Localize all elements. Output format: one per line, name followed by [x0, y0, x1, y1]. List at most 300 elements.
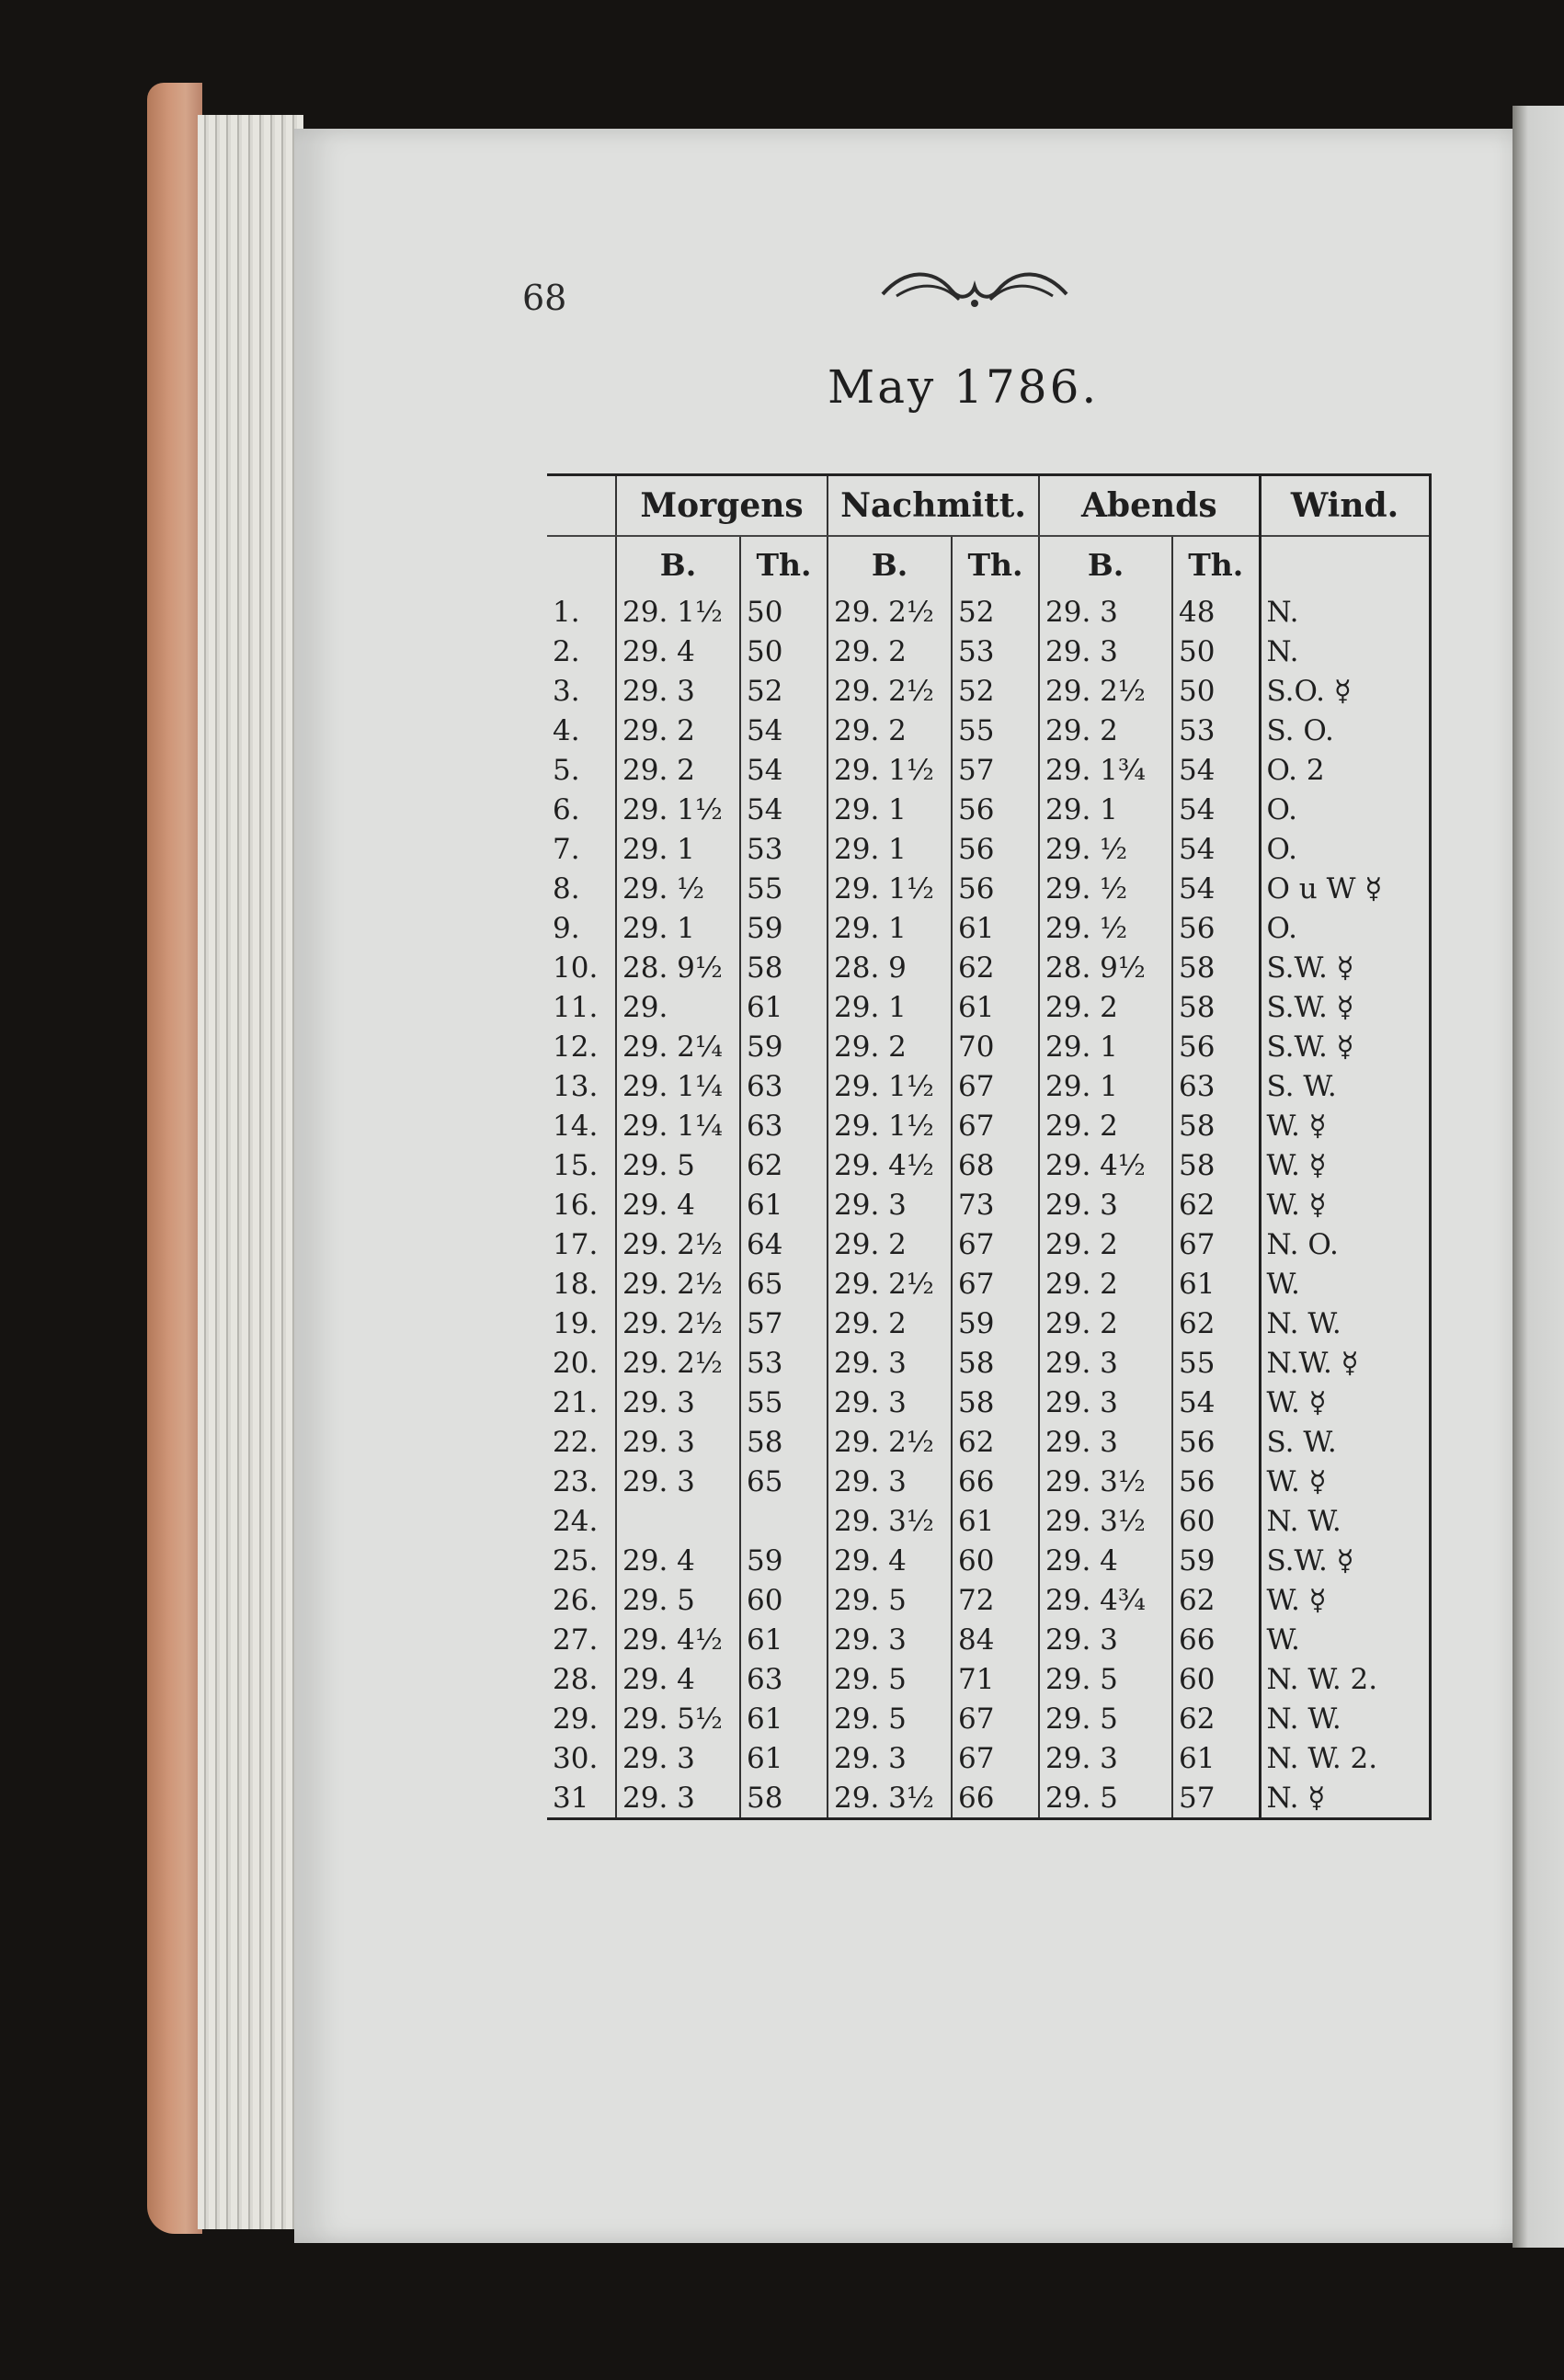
- day-cell: 19.: [553, 1306, 599, 1340]
- weather-table: [547, 473, 1432, 1820]
- afternoon-thermometer-cell: 70: [952, 1027, 1039, 1066]
- wind-cell: O u W ☿: [1260, 869, 1430, 908]
- table-row: [547, 1541, 1430, 1580]
- day-cell: 13.: [553, 1069, 599, 1103]
- wind-cell: S. W.: [1260, 1066, 1430, 1106]
- morning-barometer-cell: 29. 1: [616, 829, 740, 869]
- evening-barometer-cell: 29. 3: [1039, 1343, 1172, 1383]
- morning-barometer-cell: 29. 3: [616, 1383, 740, 1422]
- day-cell: 27.: [553, 1623, 599, 1657]
- afternoon-barometer-cell: 29. 2: [828, 1027, 952, 1066]
- afternoon-thermometer-cell: 56: [952, 790, 1039, 829]
- day-cell: 5.: [553, 753, 580, 787]
- morning-thermometer-cell: [740, 1501, 828, 1541]
- morning-thermometer-cell: 58: [740, 1422, 828, 1462]
- table-row: [547, 1501, 1430, 1541]
- afternoon-thermometer-cell: 58: [952, 1343, 1039, 1383]
- wind-cell: O.: [1260, 829, 1430, 869]
- day-cell: 4.: [553, 713, 580, 747]
- morning-thermometer-cell: 54: [740, 750, 828, 790]
- wind-cell: O.: [1260, 790, 1430, 829]
- wind-cell: O.: [1260, 908, 1430, 948]
- afternoon-thermometer-cell: 67: [952, 1224, 1039, 1264]
- morning-barometer-cell: 29. 4: [616, 1185, 740, 1224]
- day-cell: 16.: [553, 1188, 599, 1222]
- afternoon-barometer-cell: 29. 2½: [828, 1264, 952, 1304]
- facing-page-edge: [1513, 106, 1564, 2248]
- morning-barometer-header: B.: [616, 536, 740, 592]
- morning-barometer-cell: 29. 5: [616, 1145, 740, 1185]
- column-subheader: [547, 536, 1430, 592]
- afternoon-thermometer-cell: 67: [952, 1106, 1039, 1145]
- morning-thermometer-cell: 64: [740, 1224, 828, 1264]
- wind-cell: N. W. 2.: [1260, 1659, 1430, 1699]
- afternoon-barometer-cell: 29. 3: [828, 1383, 952, 1422]
- afternoon-barometer-header: B.: [828, 536, 952, 592]
- table-row: [547, 1620, 1430, 1659]
- table-row: [547, 1738, 1430, 1778]
- morning-barometer-cell: 29. 2½: [616, 1224, 740, 1264]
- wind-cell: N.: [1260, 632, 1430, 671]
- morning-barometer-cell: [616, 1501, 740, 1541]
- wind-cell: N. O.: [1260, 1224, 1430, 1264]
- wind-cell: W.: [1260, 1620, 1430, 1659]
- evening-barometer-cell: 29. 1: [1039, 1027, 1172, 1066]
- morning-thermometer-cell: 53: [740, 1343, 828, 1383]
- evening-thermometer-cell: 48: [1172, 592, 1260, 632]
- table-row: [547, 632, 1430, 671]
- evening-thermometer-cell: 58: [1172, 1106, 1260, 1145]
- evening-thermometer-cell: 58: [1172, 1145, 1260, 1185]
- morning-thermometer-cell: 55: [740, 869, 828, 908]
- evening-thermometer-cell: 61: [1172, 1264, 1260, 1304]
- morning-thermometer-cell: 54: [740, 711, 828, 750]
- wind-cell: W. ☿: [1260, 1106, 1430, 1145]
- afternoon-barometer-cell: 29. 2½: [828, 592, 952, 632]
- evening-thermometer-cell: 55: [1172, 1343, 1260, 1383]
- morning-thermometer-cell: 53: [740, 829, 828, 869]
- evening-barometer-cell: 29. 2½: [1039, 671, 1172, 711]
- afternoon-thermometer-cell: 56: [952, 829, 1039, 869]
- morning-thermometer-cell: 52: [740, 671, 828, 711]
- afternoon-header: Nachmitt.: [828, 475, 1039, 537]
- morning-thermometer-cell: 61: [740, 1738, 828, 1778]
- afternoon-thermometer-cell: 57: [952, 750, 1039, 790]
- wind-cell: S. W.: [1260, 1422, 1430, 1462]
- afternoon-thermometer-cell: 66: [952, 1778, 1039, 1819]
- morning-barometer-cell: 29. 1½: [616, 790, 740, 829]
- morning-barometer-cell: 29. 4½: [616, 1620, 740, 1659]
- afternoon-thermometer-cell: 72: [952, 1580, 1039, 1620]
- evening-barometer-cell: 29. ½: [1039, 908, 1172, 948]
- wind-cell: S.W. ☿: [1260, 1541, 1430, 1580]
- afternoon-thermometer-cell: 53: [952, 632, 1039, 671]
- wind-cell: N. W.: [1260, 1304, 1430, 1343]
- day-cell: 15.: [553, 1148, 599, 1182]
- evening-barometer-cell: 29. 3: [1039, 1620, 1172, 1659]
- table-row: [547, 671, 1430, 711]
- morning-thermometer-cell: 59: [740, 908, 828, 948]
- morning-thermometer-cell: 65: [740, 1462, 828, 1501]
- afternoon-barometer-cell: 29. 2½: [828, 1422, 952, 1462]
- morning-barometer-cell: 29. 2¼: [616, 1027, 740, 1066]
- evening-thermometer-cell: 62: [1172, 1580, 1260, 1620]
- morning-thermometer-cell: 59: [740, 1027, 828, 1066]
- evening-barometer-cell: 29. 4¾: [1039, 1580, 1172, 1620]
- afternoon-thermometer-cell: 58: [952, 1383, 1039, 1422]
- afternoon-barometer-cell: 29. 3: [828, 1462, 952, 1501]
- day-cell: 1.: [553, 595, 580, 629]
- afternoon-barometer-cell: 29. 1: [828, 987, 952, 1027]
- morning-thermometer-cell: 55: [740, 1383, 828, 1422]
- table-row: [547, 1027, 1430, 1066]
- evening-barometer-cell: 29. 4½: [1039, 1145, 1172, 1185]
- morning-thermometer-cell: 61: [740, 987, 828, 1027]
- wind-cell: S.W. ☿: [1260, 987, 1430, 1027]
- evening-thermometer-cell: 50: [1172, 632, 1260, 671]
- evening-thermometer-cell: 56: [1172, 1027, 1260, 1066]
- morning-thermometer-cell: 61: [740, 1699, 828, 1738]
- day-cell: 6.: [553, 792, 580, 826]
- day-cell: 30.: [553, 1741, 599, 1775]
- morning-barometer-cell: 29. 4: [616, 1659, 740, 1699]
- morning-barometer-cell: 29. 3: [616, 671, 740, 711]
- day-cell: 28.: [553, 1662, 599, 1696]
- afternoon-thermometer-cell: 55: [952, 711, 1039, 750]
- afternoon-barometer-cell: 29. 4½: [828, 1145, 952, 1185]
- page-title: May 1786.: [828, 360, 1100, 414]
- table-row: [547, 1383, 1430, 1422]
- evening-barometer-cell: 29. 5: [1039, 1659, 1172, 1699]
- table-row: [547, 1343, 1430, 1383]
- evening-barometer-cell: 29. 4: [1039, 1541, 1172, 1580]
- evening-thermometer-cell: 56: [1172, 1462, 1260, 1501]
- table-row: [547, 790, 1430, 829]
- afternoon-barometer-cell: 29. 1½: [828, 1106, 952, 1145]
- morning-thermometer-cell: 59: [740, 1541, 828, 1580]
- wind-cell: W. ☿: [1260, 1462, 1430, 1501]
- evening-thermometer-cell: 54: [1172, 750, 1260, 790]
- afternoon-barometer-cell: 29. 3½: [828, 1778, 952, 1819]
- evening-thermometer-cell: 61: [1172, 1738, 1260, 1778]
- evening-barometer-cell: 29. 3: [1039, 1185, 1172, 1224]
- evening-thermometer-cell: 60: [1172, 1659, 1260, 1699]
- day-cell: 10.: [553, 951, 599, 985]
- morning-barometer-cell: 29. 3: [616, 1462, 740, 1501]
- morning-thermometer-cell: 63: [740, 1106, 828, 1145]
- wind-header: Wind.: [1260, 475, 1430, 537]
- evening-thermometer-cell: 58: [1172, 987, 1260, 1027]
- afternoon-thermometer-cell: 66: [952, 1462, 1039, 1501]
- evening-barometer-cell: 29. 3½: [1039, 1462, 1172, 1501]
- morning-barometer-cell: 29. 4: [616, 632, 740, 671]
- table-row: [547, 829, 1430, 869]
- morning-barometer-cell: 29.: [616, 987, 740, 1027]
- afternoon-thermometer-cell: 67: [952, 1738, 1039, 1778]
- table-row: [547, 1422, 1430, 1462]
- evening-barometer-cell: 29. 5: [1039, 1699, 1172, 1738]
- afternoon-barometer-cell: 29. 2: [828, 1304, 952, 1343]
- wind-subheader: [1260, 536, 1430, 592]
- table-row: [547, 1145, 1430, 1185]
- afternoon-thermometer-cell: 62: [952, 948, 1039, 987]
- evening-barometer-header: B.: [1039, 536, 1172, 592]
- morning-thermometer-cell: 62: [740, 1145, 828, 1185]
- evening-thermometer-cell: 53: [1172, 711, 1260, 750]
- afternoon-barometer-cell: 29. 1: [828, 790, 952, 829]
- evening-barometer-cell: 29. 2: [1039, 1264, 1172, 1304]
- table-row: [547, 1304, 1430, 1343]
- day-cell: 17.: [553, 1227, 599, 1261]
- morning-header: Morgens: [616, 475, 828, 537]
- evening-thermometer-cell: 67: [1172, 1224, 1260, 1264]
- table-row: [547, 1580, 1430, 1620]
- day-cell: 20.: [553, 1346, 599, 1380]
- table-row: [547, 1066, 1430, 1106]
- day-cell: 29.: [553, 1702, 599, 1736]
- afternoon-barometer-cell: 29. 4: [828, 1541, 952, 1580]
- afternoon-thermometer-cell: 61: [952, 1501, 1039, 1541]
- afternoon-barometer-cell: 29. 2: [828, 711, 952, 750]
- afternoon-barometer-cell: 29. 5: [828, 1580, 952, 1620]
- afternoon-thermometer-header: Th.: [952, 536, 1039, 592]
- page-number: 68: [522, 278, 567, 318]
- afternoon-thermometer-cell: 67: [952, 1699, 1039, 1738]
- wind-cell: W. ☿: [1260, 1145, 1430, 1185]
- table-row: [547, 1264, 1430, 1304]
- morning-barometer-cell: 29. 3: [616, 1738, 740, 1778]
- wind-cell: S.O. ☿: [1260, 671, 1430, 711]
- morning-barometer-cell: 29. 5½: [616, 1699, 740, 1738]
- morning-barometer-cell: 29. 1½: [616, 592, 740, 632]
- morning-barometer-cell: 28. 9½: [616, 948, 740, 987]
- wind-cell: N.W. ☿: [1260, 1343, 1430, 1383]
- day-cell: 2.: [553, 634, 580, 668]
- morning-barometer-cell: 29. 5: [616, 1580, 740, 1620]
- table-row: [547, 711, 1430, 750]
- day-cell: 24.: [553, 1504, 599, 1538]
- morning-thermometer-cell: 58: [740, 1778, 828, 1819]
- morning-barometer-cell: 29. 2: [616, 750, 740, 790]
- table-row: [547, 1224, 1430, 1264]
- morning-barometer-cell: 29. 3: [616, 1422, 740, 1462]
- wind-cell: W.: [1260, 1264, 1430, 1304]
- morning-thermometer-cell: 58: [740, 948, 828, 987]
- table-row: [547, 1462, 1430, 1501]
- day-cell: 12.: [553, 1030, 599, 1064]
- afternoon-thermometer-cell: 68: [952, 1145, 1039, 1185]
- evening-thermometer-cell: 54: [1172, 829, 1260, 869]
- morning-thermometer-cell: 63: [740, 1066, 828, 1106]
- wind-cell: N. ☿: [1260, 1778, 1430, 1819]
- afternoon-barometer-cell: 29. 1: [828, 829, 952, 869]
- wind-cell: S.W. ☿: [1260, 1027, 1430, 1066]
- table-row: [547, 592, 1430, 632]
- evening-barometer-cell: 29. 1: [1039, 1066, 1172, 1106]
- afternoon-thermometer-cell: 61: [952, 987, 1039, 1027]
- morning-barometer-cell: 29. 1¼: [616, 1066, 740, 1106]
- evening-thermometer-cell: 62: [1172, 1185, 1260, 1224]
- day-cell: 23.: [553, 1464, 599, 1498]
- book-fore-edge: [147, 83, 202, 2234]
- wind-cell: N. W.: [1260, 1501, 1430, 1541]
- wind-cell: S. O.: [1260, 711, 1430, 750]
- evening-thermometer-cell: 60: [1172, 1501, 1260, 1541]
- wind-cell: O. 2: [1260, 750, 1430, 790]
- evening-barometer-cell: 29. 2: [1039, 1304, 1172, 1343]
- evening-thermometer-cell: 63: [1172, 1066, 1260, 1106]
- evening-barometer-cell: 29. 2: [1039, 1106, 1172, 1145]
- day-cell: 22.: [553, 1425, 599, 1459]
- day-cell: 9.: [553, 911, 580, 945]
- afternoon-barometer-cell: 29. 3: [828, 1343, 952, 1383]
- evening-thermometer-cell: 56: [1172, 1422, 1260, 1462]
- table-row: [547, 1778, 1430, 1819]
- day-cell: 26.: [553, 1583, 599, 1617]
- table-row: [547, 1699, 1430, 1738]
- morning-thermometer-cell: 60: [740, 1580, 828, 1620]
- morning-barometer-cell: 29. 1: [616, 908, 740, 948]
- table-row: [547, 750, 1430, 790]
- day-cell: 31: [553, 1781, 589, 1815]
- afternoon-thermometer-cell: 61: [952, 908, 1039, 948]
- afternoon-thermometer-cell: 84: [952, 1620, 1039, 1659]
- evening-barometer-cell: 29. 3: [1039, 632, 1172, 671]
- table-row: [547, 1185, 1430, 1224]
- evening-barometer-cell: 29. 2: [1039, 987, 1172, 1027]
- evening-barometer-cell: 29. 3: [1039, 592, 1172, 632]
- evening-barometer-cell: 29. 2: [1039, 1224, 1172, 1264]
- evening-thermometer-cell: 50: [1172, 671, 1260, 711]
- evening-barometer-cell: 29. 1¾: [1039, 750, 1172, 790]
- day-header: [547, 475, 616, 537]
- day-cell: 25.: [553, 1543, 599, 1577]
- wind-cell: W. ☿: [1260, 1185, 1430, 1224]
- evening-thermometer-cell: 62: [1172, 1699, 1260, 1738]
- afternoon-thermometer-cell: 52: [952, 592, 1039, 632]
- evening-thermometer-cell: 56: [1172, 908, 1260, 948]
- afternoon-thermometer-cell: 52: [952, 671, 1039, 711]
- evening-header: Abends: [1039, 475, 1260, 537]
- evening-barometer-cell: 29. ½: [1039, 869, 1172, 908]
- table-row: [547, 869, 1430, 908]
- day-cell: 3.: [553, 674, 580, 708]
- evening-barometer-cell: 29. 3: [1039, 1422, 1172, 1462]
- afternoon-thermometer-cell: 67: [952, 1264, 1039, 1304]
- afternoon-thermometer-cell: 73: [952, 1185, 1039, 1224]
- ornament-icon: [878, 259, 1071, 314]
- table-row: [547, 948, 1430, 987]
- wind-cell: W. ☿: [1260, 1580, 1430, 1620]
- afternoon-thermometer-cell: 62: [952, 1422, 1039, 1462]
- day-cell: 7.: [553, 832, 580, 866]
- morning-thermometer-cell: 50: [740, 632, 828, 671]
- evening-barometer-cell: 28. 9½: [1039, 948, 1172, 987]
- wind-cell: N.: [1260, 592, 1430, 632]
- page-edges: [198, 115, 303, 2229]
- afternoon-barometer-cell: 29. 3½: [828, 1501, 952, 1541]
- afternoon-thermometer-cell: 56: [952, 869, 1039, 908]
- afternoon-barometer-cell: 29. 1½: [828, 869, 952, 908]
- day-cell: 8.: [553, 871, 580, 905]
- evening-thermometer-cell: 66: [1172, 1620, 1260, 1659]
- afternoon-barometer-cell: 29. 3: [828, 1620, 952, 1659]
- evening-thermometer-cell: 54: [1172, 1383, 1260, 1422]
- afternoon-thermometer-cell: 67: [952, 1066, 1039, 1106]
- afternoon-barometer-cell: 29. 2: [828, 1224, 952, 1264]
- morning-barometer-cell: 29. 2½: [616, 1343, 740, 1383]
- evening-barometer-cell: 29. ½: [1039, 829, 1172, 869]
- wind-cell: S.W. ☿: [1260, 948, 1430, 987]
- evening-thermometer-cell: 59: [1172, 1541, 1260, 1580]
- afternoon-barometer-cell: 29. 1½: [828, 1066, 952, 1106]
- afternoon-barometer-cell: 29. 5: [828, 1699, 952, 1738]
- morning-barometer-cell: 29. 4: [616, 1541, 740, 1580]
- afternoon-barometer-cell: 29. 3: [828, 1738, 952, 1778]
- afternoon-thermometer-cell: 59: [952, 1304, 1039, 1343]
- afternoon-thermometer-cell: 71: [952, 1659, 1039, 1699]
- wind-cell: N. W. 2.: [1260, 1738, 1430, 1778]
- evening-barometer-cell: 29. 3: [1039, 1738, 1172, 1778]
- morning-barometer-cell: 29. 1¼: [616, 1106, 740, 1145]
- morning-thermometer-cell: 63: [740, 1659, 828, 1699]
- morning-thermometer-cell: 57: [740, 1304, 828, 1343]
- morning-thermometer-cell: 50: [740, 592, 828, 632]
- afternoon-barometer-cell: 29. 5: [828, 1659, 952, 1699]
- afternoon-barometer-cell: 29. 1: [828, 908, 952, 948]
- morning-barometer-cell: 29. 2½: [616, 1264, 740, 1304]
- morning-barometer-cell: 29. 2½: [616, 1304, 740, 1343]
- evening-thermometer-cell: 54: [1172, 790, 1260, 829]
- morning-thermometer-cell: 61: [740, 1185, 828, 1224]
- day-cell: 18.: [553, 1267, 599, 1301]
- evening-barometer-cell: 29. 2: [1039, 711, 1172, 750]
- afternoon-barometer-cell: 28. 9: [828, 948, 952, 987]
- evening-thermometer-cell: 57: [1172, 1778, 1260, 1819]
- morning-thermometer-cell: 65: [740, 1264, 828, 1304]
- column-group-header: [547, 475, 1430, 537]
- morning-barometer-cell: 29. 2: [616, 711, 740, 750]
- evening-barometer-cell: 29. 3: [1039, 1383, 1172, 1422]
- morning-barometer-cell: 29. ½: [616, 869, 740, 908]
- evening-thermometer-cell: 54: [1172, 869, 1260, 908]
- wind-cell: W. ☿: [1260, 1383, 1430, 1422]
- day-cell: 21.: [553, 1385, 599, 1419]
- day-subheader: [547, 536, 616, 592]
- morning-thermometer-header: Th.: [740, 536, 828, 592]
- afternoon-thermometer-cell: 60: [952, 1541, 1039, 1580]
- evening-thermometer-header: Th.: [1172, 536, 1260, 592]
- afternoon-barometer-cell: 29. 3: [828, 1185, 952, 1224]
- evening-barometer-cell: 29. 5: [1039, 1778, 1172, 1819]
- evening-barometer-cell: 29. 1: [1039, 790, 1172, 829]
- table-row: [547, 908, 1430, 948]
- afternoon-barometer-cell: 29. 1½: [828, 750, 952, 790]
- morning-thermometer-cell: 54: [740, 790, 828, 829]
- evening-thermometer-cell: 62: [1172, 1304, 1260, 1343]
- table-row: [547, 1659, 1430, 1699]
- table-row: [547, 987, 1430, 1027]
- afternoon-barometer-cell: 29. 2½: [828, 671, 952, 711]
- afternoon-barometer-cell: 29. 2: [828, 632, 952, 671]
- evening-thermometer-cell: 58: [1172, 948, 1260, 987]
- evening-barometer-cell: 29. 3½: [1039, 1501, 1172, 1541]
- table-row: [547, 1106, 1430, 1145]
- day-cell: 14.: [553, 1109, 599, 1143]
- day-cell: 11.: [553, 990, 599, 1024]
- morning-thermometer-cell: 61: [740, 1620, 828, 1659]
- wind-cell: N. W.: [1260, 1699, 1430, 1738]
